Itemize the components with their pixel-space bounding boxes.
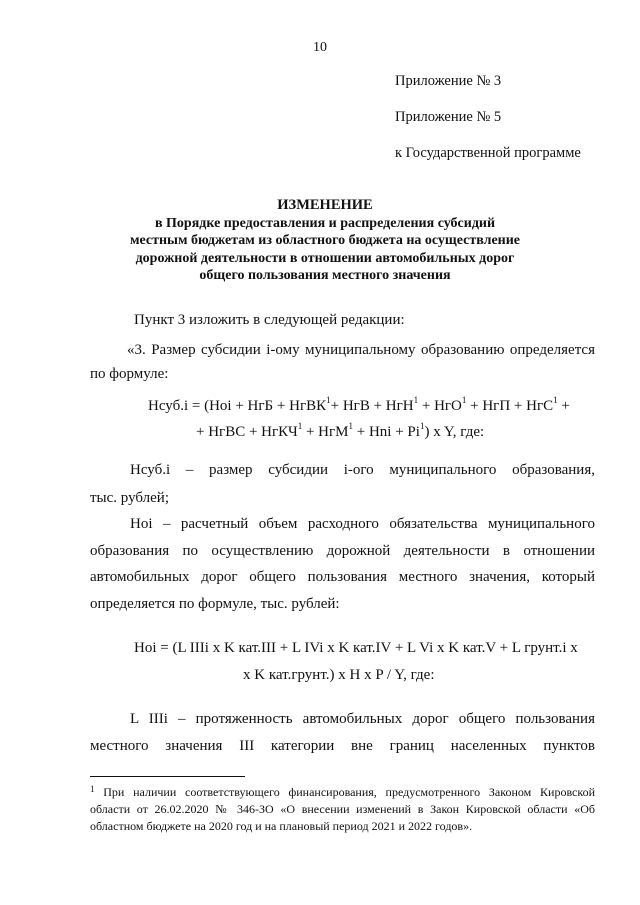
footnote-marker: 1	[90, 784, 95, 794]
footnote-ref: 1	[348, 421, 354, 431]
title-line-2: местным бюджетам из областного бюджета на осуществление	[129, 233, 521, 248]
formula-1-part: + НгВС + НгКЧ	[196, 424, 298, 440]
formula-1-part: Нсуб.i = (Нoi + НгБ + НгВК	[148, 398, 327, 414]
formula-1-line-1	[148, 395, 570, 415]
definition-3-line-2: местного значения III категории вне границ населенных пунктов	[90, 738, 595, 754]
definition-3-line-1: L IIIi – протяженность автомобильных дорог общего пользования	[130, 711, 595, 727]
para3-line-1: «3. Размер субсидии i-ому муниципальному образованию определяется	[127, 342, 595, 358]
title-heading: ИЗМЕНЕНИЕ	[277, 197, 373, 213]
title-line-3: дорожной деятельности в отношении автомобильных дорог	[135, 250, 515, 266]
appendix-line-2: Приложение № 5	[395, 109, 502, 125]
definition-word: размер	[209, 462, 253, 478]
intro-text: Пункт 3 изложить в следующей редакции:	[134, 312, 405, 328]
definition-1-line-2: тыс. рублей;	[90, 490, 169, 506]
footnote-line-2: области от 26.02.2020 № 346-ЗО «О внесении изменений в Закон Кировской области «Об	[90, 802, 595, 816]
footnote-divider	[90, 776, 245, 777]
footnote-line-3: областном бюджете на 2020 год и на плановый период 2021 и 2022 годов».	[90, 819, 473, 833]
definition-1-line-1	[130, 462, 595, 479]
formula-1-part: + Нni + Рi	[353, 424, 420, 440]
definition-2-line-1: Нoi – расчетный объем расходного обязательства муниципального	[130, 516, 595, 532]
footnote-line-1	[90, 784, 595, 801]
page-number: 10	[313, 40, 327, 55]
definition-dash: –	[185, 462, 194, 478]
title-line-4: общего пользования местного значения	[199, 268, 451, 283]
definition-word: образования,	[512, 462, 595, 478]
definition-word: i-ого	[343, 462, 374, 478]
definition-2-line-3: автомобильных дорог общего пользования местного значения, который	[90, 569, 595, 585]
definition-2-line-2: образования по осуществлению дорожной деятельности в отношении	[90, 543, 595, 559]
appendix-line-3: к Государственной программе	[395, 145, 581, 161]
definition-term: Нсуб.i	[130, 462, 171, 478]
formula-2-line-2: x K кат.грунт.) x H x P / Y, где:	[243, 667, 435, 683]
formula-1-part: + НгВ + НгН	[330, 398, 414, 414]
definition-2-line-4: определяется по формуле, тыс. рублей:	[90, 596, 340, 612]
footnote	[90, 784, 595, 835]
formula-1-part: ) x Y, где:	[424, 424, 485, 440]
formula-1-part: + НгП + НгС	[466, 398, 554, 414]
footnote-ref: 1	[553, 395, 558, 405]
definition-word: муниципального	[389, 462, 497, 478]
formula-2-line-1: Нoi = (L IIIi x K кат.III + L IVi x K кат.IV + L Vi x K кат.V + L грунт.i x	[134, 640, 578, 656]
appendix-line-1: Приложение № 3	[395, 73, 502, 89]
definition-word: субсидии	[268, 462, 329, 478]
footnote-ref: 1	[413, 395, 419, 405]
footnote-text: При наличии соответствующего финансирования, предусмотренного Законом Кировской	[103, 785, 596, 799]
formula-1-part: + НгМ	[302, 424, 349, 440]
document-title	[80, 197, 570, 285]
footnote-ref: 1	[297, 421, 303, 431]
footnote-ref: 1	[419, 421, 425, 431]
para3-line-2: по формуле:	[90, 366, 169, 382]
formula-1-part: +	[557, 398, 570, 414]
footnote-ref: 1	[326, 395, 331, 405]
formula-1-part: + НгО	[418, 398, 462, 414]
formula-1-line-2	[196, 421, 485, 441]
footnote-ref: 1	[461, 395, 467, 405]
title-line-1: в Порядке предоставления и распределения субсидий	[154, 215, 496, 231]
